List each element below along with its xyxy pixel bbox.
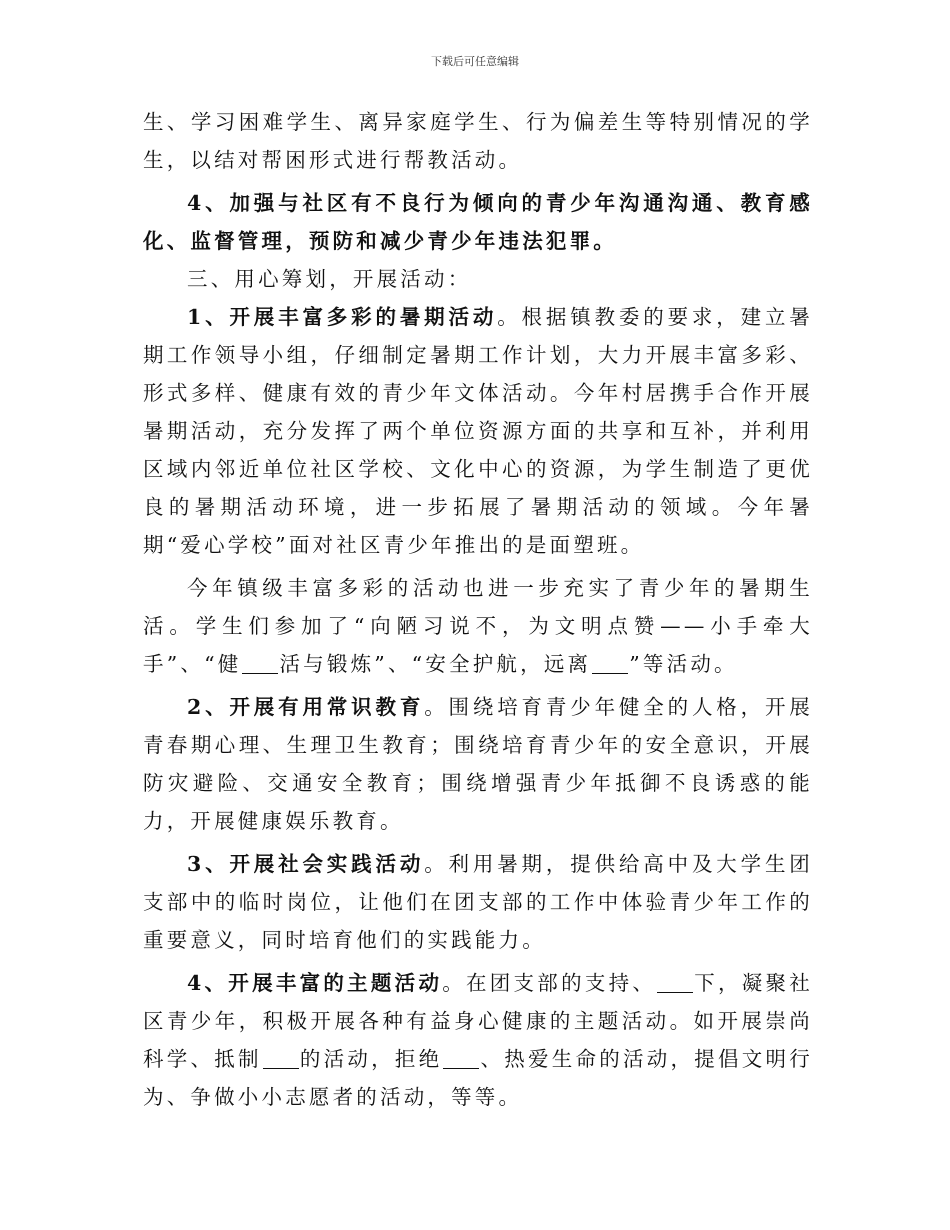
item-body-1: 。根据镇教委的要求，建立暑期工作领导小组，仔细制定暑期工作计划，大力开展丰富多彩、形式多样、健康有效的青少年文体活动。今年村居携手合作开展暑期活动，充分发挥了两个单位资源方面的共享和互补，并利用区域内邻近单位社区学校、文化中心的资源，为学生制造了更优良的暑期活动环境，进一步拓展了暑期活动的领域。今年暑期“爱心学校”面对社区青少年推出的是面塑班。 <box>143 305 813 557</box>
document-body <box>143 103 813 1116</box>
text-segment: ”等活动。 <box>629 652 738 676</box>
item-body-3: 。利用暑期，提供给高中及大学生团支部中的临时岗位，让他们在团支部的工作中体验青少年工作的重要意义，同时培育他们的实践能力。 <box>143 852 814 952</box>
blank-line <box>657 970 693 993</box>
blank-line <box>242 651 278 674</box>
item-heading-3: 3、开展社会实践活动 <box>187 852 425 876</box>
blank-line <box>592 651 628 674</box>
paragraph-summer-activities <box>143 298 813 564</box>
item-body-2: 。围绕培育青少年健全的人格，开展青春期心理、生理卫生教育；围绕培育青少年的安全意识，开展防灾避险、交通安全教育；围绕增强青少年抵御不良诱惑的能力，开展健康娱乐教育。 <box>143 695 814 833</box>
section-heading: 三、用心筹划，开展活动： <box>187 267 472 291</box>
text-segment: 下，凝聚社区青少年，积极开展各种有益身心健康的主题活动。如开展崇尚科学、抵制 <box>143 971 813 1071</box>
page-header: 下载后可任意编辑 <box>431 55 519 68</box>
paragraph-2: 4、加强与社区有不良行为倾向的青少年沟通沟通、教育感化、监督管理，预防和减少青少年违法犯罪。 <box>143 191 813 253</box>
item-heading-1: 1、开展丰富多彩的暑期活动 <box>187 305 498 329</box>
item-heading-4: 4、开展丰富的主题活动 <box>187 971 443 995</box>
paragraph-theme-activities <box>143 964 813 1116</box>
paragraph-1: 生、学习困难学生、离异家庭学生、行为偏差生等特别情况的学生，以结对帮困形式进行帮教活动。 <box>143 110 813 172</box>
paragraph-social-practice <box>143 845 813 959</box>
item-heading-2: 2、开展有用常识教育 <box>187 695 425 719</box>
paragraph-knowledge-education <box>143 688 813 840</box>
blank-line <box>263 1046 299 1069</box>
text-segment: 今年镇级丰富多彩的活动也进一步充实了青少年的暑期生活。学生们参加了“向陋习说不，为文明点赞——小手牵大手”、“健 <box>143 576 813 676</box>
text-segment: 、热爱生命的活动，提倡文明行为、争做小小志愿者的活动，等等。 <box>143 1047 814 1109</box>
paragraph-town-activities <box>143 569 813 683</box>
text-segment: 的活动，拒绝 <box>299 1047 443 1071</box>
text-segment: 。在团支部的支持、 <box>442 971 657 995</box>
text-segment: 活与锻炼”、“安全护航，远离 <box>279 652 592 676</box>
blank-line <box>443 1046 479 1069</box>
